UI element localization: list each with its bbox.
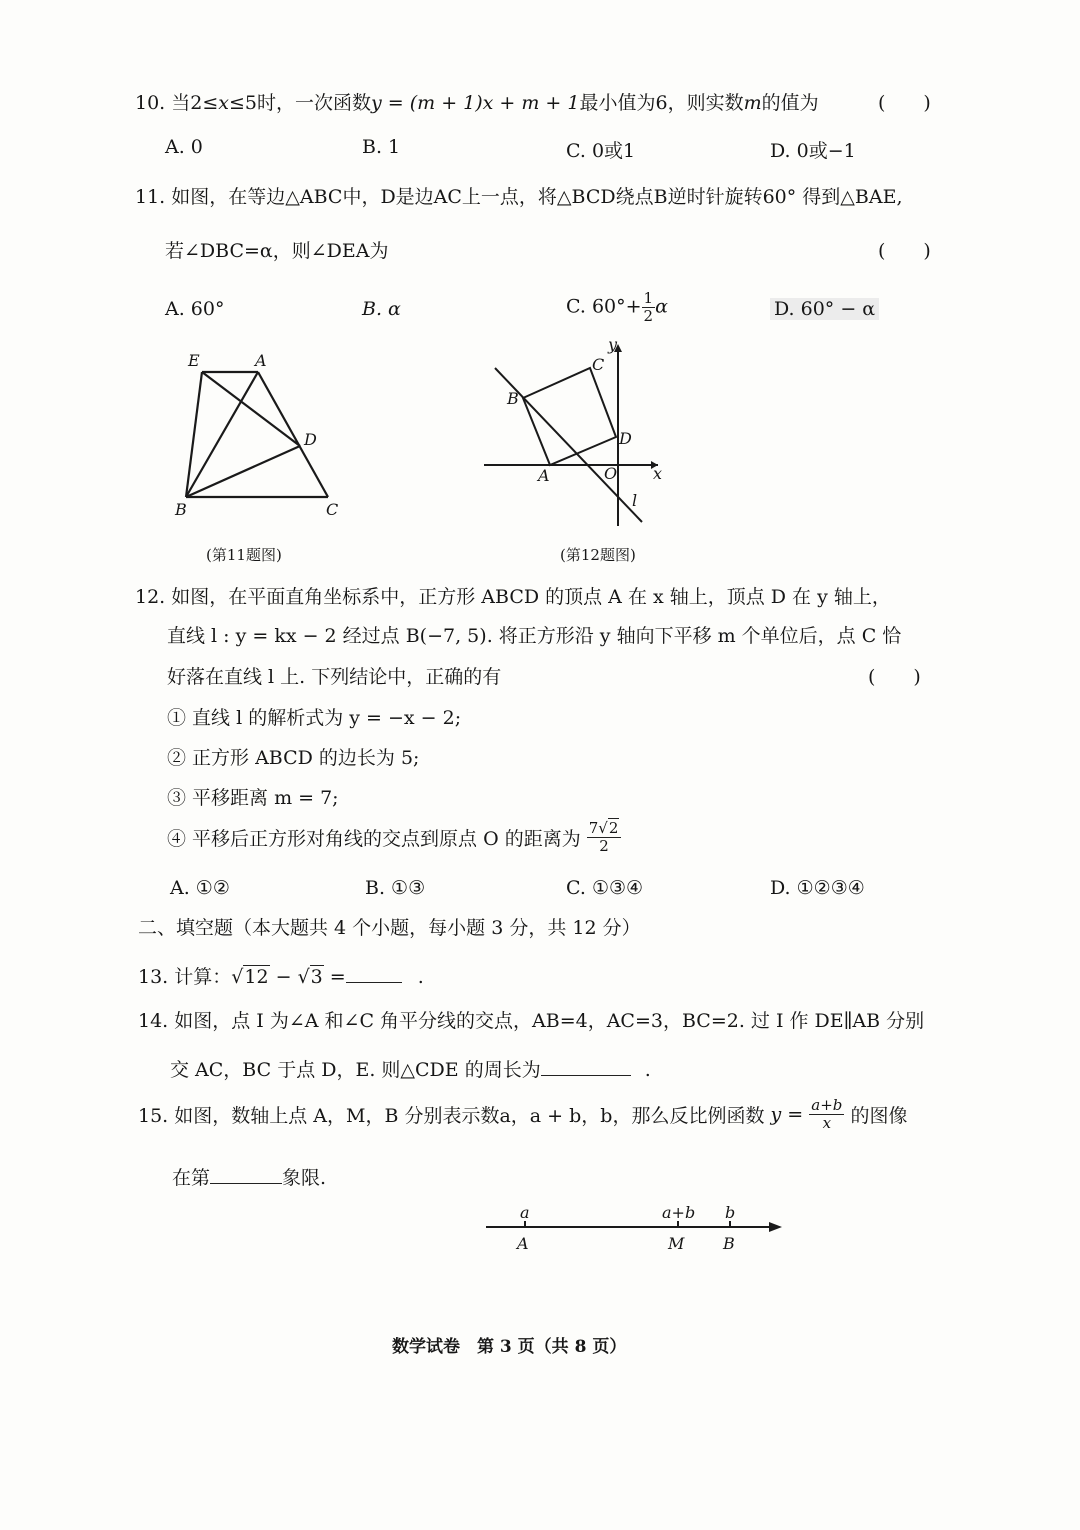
q10-var-x: x [218, 92, 229, 114]
fraction-numerator: 1 [643, 289, 654, 307]
figure-11-label-a: A [255, 351, 267, 370]
q14-answer-blank[interactable] [541, 1057, 631, 1076]
q12-option-a: A. ①② [170, 877, 230, 899]
q14-stem-line2 [170, 1055, 651, 1082]
q10-option-c: C. 0或1 [566, 140, 636, 162]
q12-option-d: D. ①②③④ [770, 877, 865, 899]
number-line-point-b: B [723, 1234, 735, 1253]
figure-12-label-d: D [619, 429, 632, 448]
q11-option-c-alpha: α [655, 295, 668, 318]
q10-option-a: A. 0 [165, 136, 203, 158]
figure-12-label-o: O [604, 464, 618, 483]
number-line-label-a: a [520, 1203, 530, 1222]
figure-11-caption: (第11题图) [206, 546, 282, 564]
number-line-label-a-plus-b: a+b [662, 1203, 696, 1222]
q12-statement-2: ② 正方形 ABCD 的边长为 5; [167, 747, 420, 769]
q10-answer-paren: ( ) [878, 92, 931, 114]
q15-y-equals: y = [770, 1103, 804, 1126]
q13-radicand-2: 3 [310, 966, 323, 988]
q15-fraction [809, 1097, 844, 1132]
q15-stem-line1 [138, 1097, 907, 1132]
q10-stem-part: 10. 当2≤ [135, 92, 219, 114]
q11-answer-paren: ( ) [878, 240, 931, 262]
q11-option-c-text: C. 60°+ [566, 295, 642, 318]
section-2-heading: 二、填空题（本大题共 4 个小题，每小题 3 分，共 12 分） [138, 917, 641, 939]
figure-12-label-l: l [632, 491, 638, 510]
q10-stem-part: 的值为 [761, 92, 819, 114]
q13-period: . [417, 966, 424, 988]
q14-text: 交 AC，BC 于点 D，E. 则△CDE 的周长为 [170, 1059, 541, 1081]
q13-text: 13. 计算： [138, 966, 232, 988]
figure-12-coordinate-diagram [480, 340, 670, 532]
q14-period: . [644, 1059, 651, 1081]
q11-option-c-fraction [642, 290, 656, 325]
fraction-denominator: 2 [599, 837, 609, 855]
figure-12-label-a: A [538, 466, 550, 485]
figure-11-label-b: B [175, 500, 187, 519]
q13-radicand-1: 12 [244, 966, 269, 988]
q15-text-tail: 象限. [282, 1167, 327, 1189]
q10-stem-part: 最小值为6，则实数 [579, 92, 744, 114]
q10-option-d: D. 0或−1 [770, 140, 856, 162]
figure-11-label-d: D [304, 430, 317, 449]
q11-stem-line2: 若∠DBC=α，则∠DEA为 [165, 240, 389, 262]
q10-stem-part: ≤5时，一次函数 [228, 92, 371, 114]
q15-text: 在第 [172, 1167, 211, 1189]
figure-11-label-e: E [188, 351, 200, 370]
figure-12-caption: (第12题图) [560, 546, 636, 564]
q15-stem-line2 [172, 1163, 326, 1190]
q10-stem [135, 88, 819, 115]
q13-minus: − [269, 966, 298, 988]
q13-stem: 13. 计算：√12 − √3 = . [138, 966, 424, 988]
q12-stem-line1: 12. 如图，在平面直角坐标系中，正方形 ABCD 的顶点 A 在 x 轴上，顶点 D 在 y 轴上， [135, 586, 891, 608]
figure-11-triangle-diagram [170, 345, 360, 525]
q12-stem-line3: 好落在直线 l 上. 下列结论中，正确的有 [167, 666, 502, 688]
figure-12-label-x: x [653, 464, 663, 483]
fraction-numerator: 7√2 [587, 820, 622, 838]
q15-text-tail: 的图像 [850, 1105, 908, 1127]
q10-option-b: B. 1 [362, 136, 401, 158]
q13-answer-blank[interactable] [346, 964, 402, 983]
q15-number-line [480, 1198, 790, 1254]
q11-option-d: D. 60° − α [770, 298, 879, 320]
figure-12-label-b: B [507, 389, 519, 408]
q15-text: 15. 如图，数轴上点 A，M，B 分别表示数a，a + b，b，那么反比例函数 [138, 1105, 765, 1127]
page-footer: 数学试卷 第 3 页（共 8 页） [392, 1337, 627, 1357]
q15-answer-blank[interactable] [210, 1165, 282, 1184]
figure-12-label-c: C [592, 355, 605, 374]
fraction-denominator: 2 [643, 307, 654, 325]
fraction-numerator: a+b [811, 1096, 843, 1114]
q11-option-a: A. 60° [165, 298, 225, 320]
number-line-point-m: M [668, 1234, 685, 1253]
figure-11-label-c: C [326, 500, 339, 519]
q13-equals: = [323, 966, 346, 988]
q14-stem-line1: 14. 如图，点 I 为∠A 和∠C 角平分线的交点，AB=4，AC=3，BC=2. 过 I 作 DE∥AB 分别 [138, 1010, 925, 1032]
numerator-radicand: 2 [608, 819, 619, 837]
q12-statement-4-text: ④ 平移后正方形对角线的交点到原点 O 的距离为 [167, 828, 581, 850]
q11-option-c [566, 290, 668, 325]
q11-stem-line1: 11. 如图，在等边△ABC中，D是边AC上一点，将△BCD绕点B逆时针旋转60° 得到△BAE, [135, 186, 903, 208]
q10-var-m: m [743, 92, 762, 114]
q12-stem-line2: 直线 l : y = kx − 2 经过点 B(−7, 5). 将正方形沿 y 轴向下平移 m 个单位后，点 C 恰 [167, 625, 902, 647]
q12-option-b: B. ①③ [365, 877, 426, 899]
fraction-denominator: x [822, 1114, 832, 1132]
q12-statement-4 [167, 820, 621, 855]
q12-option-c: C. ①③④ [566, 877, 644, 899]
q10-function-expr: y = (m + 1)x + m + 1 [371, 92, 580, 114]
number-line-label-b: b [725, 1203, 736, 1222]
q11-option-b: B. α [362, 298, 401, 320]
q12-statement-1: ① 直线 l 的解析式为 y = −x − 2; [167, 707, 462, 729]
q12-statement-4-fraction [587, 820, 622, 855]
q12-statement-3: ③ 平移距离 m = 7; [167, 787, 339, 809]
number-line-point-a: A [517, 1234, 529, 1253]
figure-12-label-y: y [608, 340, 618, 354]
q12-answer-paren: ( ) [868, 666, 921, 688]
numerator-coefficient: 7 [588, 819, 599, 837]
